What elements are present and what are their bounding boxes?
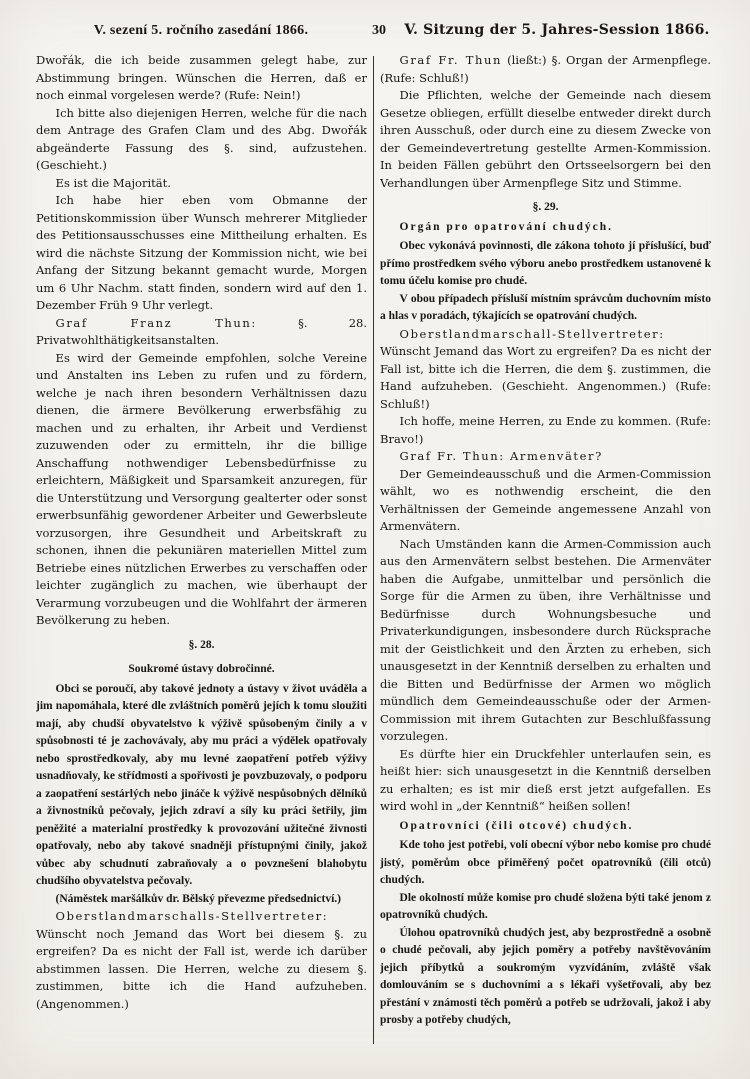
- section-heading: §. 29.: [532, 201, 559, 213]
- speaker-name: Oberstlandmarschalls-Stellvertreter:: [55, 909, 329, 923]
- paragraph: Graf Franz Thun: §. 28. Privatwohlthätigkeitsanstalten.: [36, 315, 367, 347]
- paragraph: Ich bitte also diejenigen Herren, welche für die nach dem Antrage des Grafen Clam und des Abg. Dwořák abgeänderte Fassung des §. sind, aufzustehen. (Geschieht.): [36, 105, 367, 172]
- paragraph: Dwořák, die ich beide zusammen gelegt habe, zur Abstimmung bringen. Wünschen die Herren, daß er noch einmal vorgelesen werde? (Rufe: Nein!): [36, 53, 367, 102]
- page-header: [36, 22, 722, 39]
- section-heading: §. 28.: [188, 638, 215, 651]
- header-right-title: V. Sitzung der 5. Jahres-Session 1866.: [404, 22, 710, 38]
- paragraph: Oberstlandmarschalls-Stellvertreter: Wünscht noch Jemand das Wort bei diesem §. zu ergreifen? Da es nicht der Fall ist, werde ich darüber abstimmen lassen. Die Herren, welche zu diesem §. zustimmen, bitte ich die Hand aufzuheben. (Angenommen.): [36, 909, 367, 1011]
- section-heading: Soukromé ústavy dobročinné.: [128, 663, 275, 675]
- paragraph: Es ist die Majorität.: [55, 175, 171, 190]
- left-column: [36, 52, 367, 1048]
- paragraph: Kde toho jest potřebi, volí obecní výbor nebo komise pro chudé jistý, poměrům obce přiměřený počet opatrovníků (čili otců) chudých.: [380, 839, 711, 886]
- section-heading: Orgán pro opatrování chudých.: [399, 220, 614, 233]
- speaker-name: Oberstlandmarschall-Stellvertreter:: [399, 326, 665, 341]
- speaker-name: Graf Fr. Thun: [399, 53, 503, 67]
- paragraph: Dle okolností může komise pro chudé složena býti také jenom z opatrovníků chudých.: [380, 891, 711, 921]
- paragraph: (Náměstek maršálkův dr. Bělský převezme předsednictví.): [55, 892, 341, 905]
- paragraph: Ich habe hier eben vom Obmanne der Petitionskommission über Wunsch mehrerer Mitglieder des Petitionsausschusses eine Mittheilung erhalten. Es wird die nächste Sitzung der Kommission nicht, wie bei Anfang der Sitzung bekannt gemacht wurde, Morgen um 6 Uhr Nachm. statt finden, sondern wird auf den 1. Dezember Früh 9 Uhr verlegt.: [36, 193, 367, 312]
- paragraph: Nach Umständen kann die Armen-Commission auch aus den Armenvätern selbst bestehen. Die Armenväter haben die Aufgabe, unmittelbar und persönlich die Sorge für die Armen zu üben, ihre Verhältnisse und Bedürfnisse durch Wohnungsbesuche und Privaterkundigungen, insbesondere durch Rücksprache mit der Geistlichkeit und den Ärzten zu erheben, sich unausgesetzt in der Kenntniß derselben zu erhalten und die Bitten und Bedürfnisse der Armen wo möglich mündlich dem Gemeindeausschuße oder der Armen-Commission mit ihrem Gutachten zur Beschlußfassung vorzulegen.: [380, 536, 711, 743]
- text-columns: [36, 52, 711, 1048]
- paragraph: Graf Fr. Thun (ließt:) §. Organ der Armenpflege. (Rufe: Schluß!): [380, 53, 711, 85]
- header-left-title: V. sezení 5. ročního zasedání 1866.: [93, 23, 309, 38]
- paragraph: Der Gemeindeausschuß und die Armen-Commission wählt, wo es nothwendig erscheint, die den Verhältnissen der Gemeinde angemessene Anzahl von Armenvätern.: [380, 466, 711, 533]
- section-heading: Opatrovníci (čili otcové) chudých.: [399, 819, 634, 832]
- paragraph: Obci se poroučí, aby takové jednoty a ústavy v život uváděla a jim napomáhala, které dle zvláštních poměrů jejích k tomu sloužiti mají, aby chudší obyvatelstvo k výživě spůsobeným činily a v spůsobnosti té je zachovávaly, aby mu práci a výdělek opatřovaly nebo sprostředkovaly, aby mu levné zaopatření potřeb výživy usnadňovaly, ke střídmosti a spořivosti je povzbuzovaly, o podporu a zaopatření sestárlých nebo jináče k výživě nespůsobných dělníků a živnostníků pečovaly, jejich zdraví a síly ku práci šetřily, jim peněžité a materialní prostředky k provozování užitečné živnosti opatřovaly, nebo aby takové snadněji přístupnými činily, jakož vůbec aby schudnutí zabraňovaly a o povznešení blahobytu chudšího obyvatelstva pečovaly.: [36, 682, 367, 887]
- paragraph: Oberstlandmarschall-Stellvertreter: Wünscht Jemand das Wort zu ergreifen? Da es nicht der Fall ist, bitte ich die Herren, die dem §. zustimmen, die Hand aufzuheben. (Geschieht. Angenommen.) (Rufe: Schluß!): [380, 326, 711, 411]
- speaker-name: Graf Franz Thun:: [55, 315, 257, 330]
- paragraph: Es dürfte hier ein Druckfehler unterlaufen sein, es heißt hier: sich unausgesetzt in die Kenntniß derselben zu erhalten; es ist mir dieß erst jetzt aufgefallen. Es wird wohl in „der Kenntniß“ heißen sollen!: [380, 746, 711, 813]
- column-divider-line: [373, 56, 374, 1044]
- right-column: [380, 52, 711, 1048]
- speaker-name: Graf Fr. Thun: Armenväter?: [399, 449, 603, 463]
- paragraph: [380, 448, 711, 466]
- paragraph: Ich hoffe, meine Herren, zu Ende zu kommen. (Rufe: Bravo!): [380, 414, 711, 446]
- paragraph: Die Pflichten, welche der Gemeinde nach diesem Gesetze obliegen, erfüllt dieselbe entweder direkt durch ihren Ausschuß, oder durch eine zu diesem Zwecke von der Gemeindevertretung gestellte Armen-Kommission. In beiden Fällen gebührt den Ortsseelsorgern bei den Verhandlungen über Armenpflege Sitz und Stimme.: [380, 88, 711, 190]
- paragraph: Es wird der Gemeinde empfohlen, solche Vereine und Anstalten ins Leben zu rufen und zu fördern, welche je nach ihren besondern Verhältnissen dazu dienen, die ärmere Bevölkerung erwerbsfähig zu machen und zu erhalten, ihr Arbeit und Verdienst zuzuwenden oder zu ermitteln, ihr die billige Anschaffung nothwendiger Lebensbedürfnisse zu erleichtern, Mäßigkeit und Sparsamkeit anzuregen, für die Unterstützung und Versorgung gealterter oder sonst erwerbsunfähig gewordener Arbeiter und Gewerbsleute vorzusorgen, ihre Gesundheit und Arbeitskraft zu schonen, ihnen die pekuniären materiellen Mittel zum Betriebe eines nützlichen Erwerbes zu verschaffen oder leichter zugänglich zu machen, wie überhaupt der Verarmung vorzubeugen und die Wohlfahrt der ärmeren Bevölkerung zu heben.: [36, 350, 367, 627]
- paragraph: Úlohou opatrovníků chudých jest, aby bezprostředně a osobně o chudé pečovali, aby jejich poměry a potřeby navštěvováním jejich příbytků a soukromým vyzvídáním, zvláště však domlouváním se s duchovními a s lékaři vyšetřovali, aby bez přestání v známosti těch poměrů a potřeb se udržovali, jakož i aby prosby a potřeby chudých,: [380, 926, 711, 1026]
- page-number: 30: [372, 23, 386, 38]
- paragraph: V obou případech přísluší místním správcům duchovním místo a hlas v poradách, týkajících se opatrování chudých.: [380, 292, 711, 322]
- paragraph: Obec vykonává povinnosti, dle zákona tohoto jí příslušící, buď přímo prostředkem svého výboru anebo prostředkem ustanovené k tomu účelu komise pro chudé.: [380, 240, 711, 287]
